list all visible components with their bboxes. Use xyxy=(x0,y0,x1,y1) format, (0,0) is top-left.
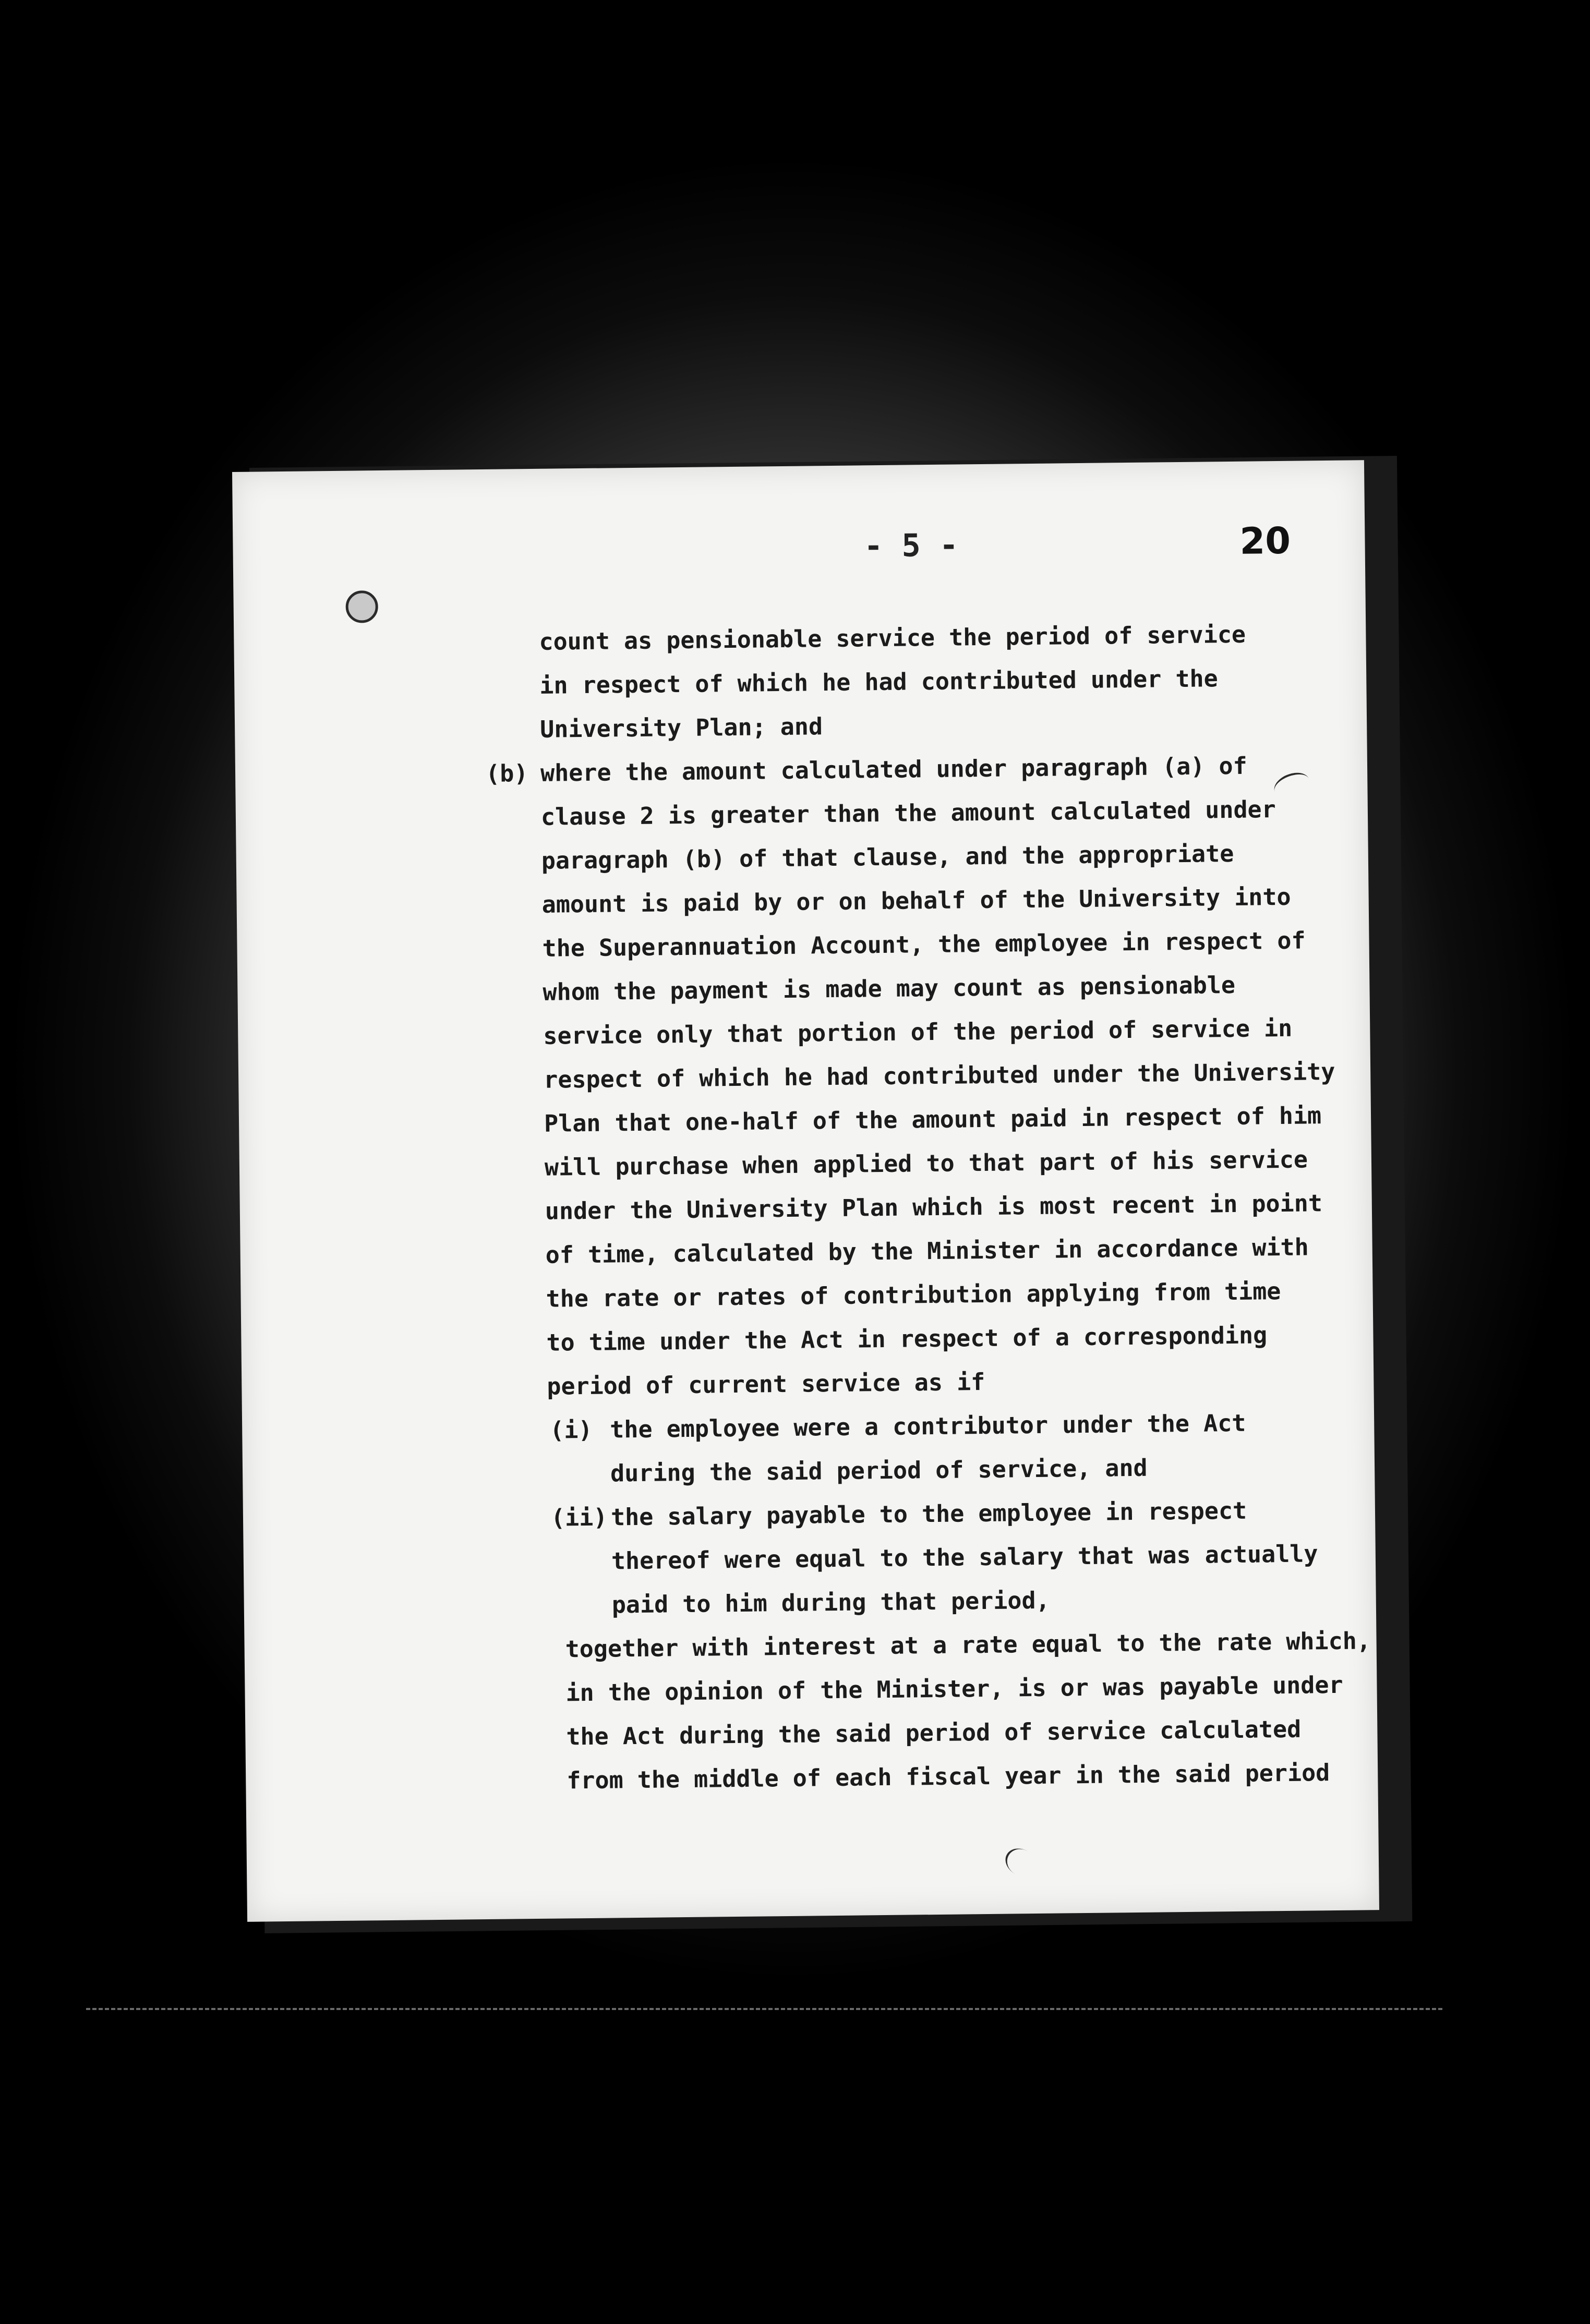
text-line: together with interest at a rate equal to the rate which, xyxy=(565,1627,1371,1663)
text-line: under the University Plan which is most recent in point xyxy=(545,1189,1323,1225)
text-line: paragraph (b) of that clause, and the appropriate xyxy=(541,839,1234,875)
text-line: the Superannuation Account, the employee in respect of xyxy=(542,926,1306,962)
page-number: - 5 - xyxy=(863,527,959,565)
folio-number: 20 xyxy=(1239,519,1291,563)
text-line: count as pensionable service the period of service xyxy=(539,620,1246,656)
text-line: period of current service as if xyxy=(547,1367,985,1400)
text-line: the employee were a contributor under the Act xyxy=(609,1409,1246,1444)
punch-hole-icon xyxy=(345,590,378,623)
text-line: the salary payable to the employee in respect xyxy=(610,1496,1247,1531)
pencil-mark-icon xyxy=(1271,768,1313,803)
text-line: will purchase when applied to that part of his service xyxy=(544,1145,1308,1181)
text-line: clause 2 is greater than the amount calculated under xyxy=(540,795,1276,831)
text-line: amount is paid by or on behalf of the University into xyxy=(541,882,1291,918)
document-page xyxy=(232,460,1379,1922)
list-marker-ii: (ii) xyxy=(550,1503,608,1532)
text-line: of time, calculated by the Minister in accordance with xyxy=(545,1233,1309,1269)
text-line: respect of which he had contributed under the University xyxy=(543,1057,1335,1094)
text-line: during the said period of service, and xyxy=(610,1454,1148,1487)
text-line: thereof were equal to the salary that was actually xyxy=(611,1540,1318,1575)
text-line: the rate or rates of contribution applying from time xyxy=(546,1277,1281,1313)
pencil-mark-icon xyxy=(1001,1843,1042,1882)
list-marker-b: (b) xyxy=(485,759,528,788)
list-marker-i: (i) xyxy=(549,1415,593,1444)
text-line: in respect of which he had contributed under the xyxy=(539,664,1218,699)
text-line: to time under the Act in respect of a corresponding xyxy=(546,1321,1268,1357)
text-line: in the opinion of the Minister, is or was payable under xyxy=(565,1671,1343,1707)
text-line: service only that portion of the period of service in xyxy=(543,1014,1293,1050)
text-line: whom the payment is made may count as pensionable xyxy=(543,971,1236,1006)
text-line: paid to him during that period, xyxy=(611,1586,1050,1619)
text-line: the Act during the said period of service calculated xyxy=(566,1715,1302,1751)
text-line: University Plan; and xyxy=(539,712,823,743)
scan-edge-line xyxy=(86,2008,1442,2010)
text-line: where the amount calculated under paragraph (a) of xyxy=(540,752,1247,787)
text-line: from the middle of each fiscal year in the said period xyxy=(567,1759,1330,1795)
text-line: Plan that one-half of the amount paid in respect of him xyxy=(544,1102,1322,1137)
